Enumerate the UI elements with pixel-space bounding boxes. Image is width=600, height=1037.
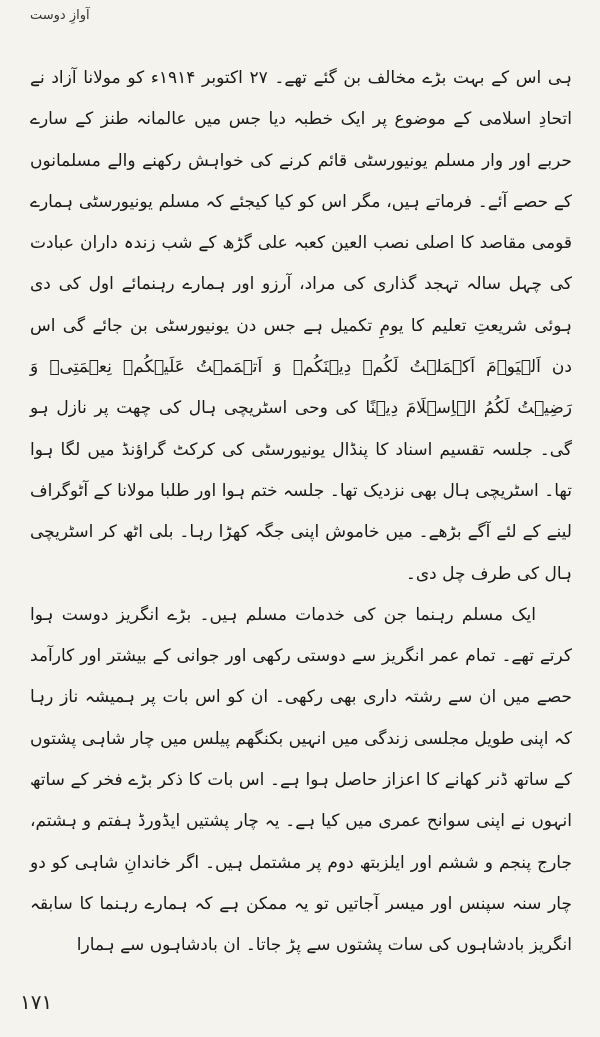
paragraph-1: ہی اس کے بہت بڑے مخالف بن گئے تھے۔ ۲۷ اکتوبر ۱۹۱۴ء کو مولانا آزاد نے اتحادِ اسلامی کے موضوع پر ایک خطبہ دیا جس میں عالمانہ طنز کے سارے حربے اور وار مسلم یونیورسٹی قائم کرنے کی خواہش رکھنے والے مسلمانوں کے حصے آئے۔ فرماتے ہیں، مگر اس کو کیا کیجئے کہ مسلم یونیورسٹی ہمارے قومی مقاصد کا اصلی نصب العین کعبہ علی گڑھ کے شب زندہ داران عبادت کی چہل سالہ تہجد گذاری کی مراد، آرزو اور ہمارے رہنمائے اول کی دی ہوئی شریعتِ تعلیم کا یومِ تکمیل ہے جس دن یونیورسٹی بن جائے گی اس دن اَلۡیَوۡمَ اَکۡمَلۡتُ لَکُمۡ دِیۡنَکُمۡ وَ اَتۡمَمۡتُ عَلَیۡکُمۡ نِعۡمَتِیۡ وَ رَضِیۡتُ لَکُمُ الۡاِسۡلَامَ دِیۡنًا کی وحی اسٹریچی ہال کی چھت پر نازل ہو گی۔ جلسہ تقسیم اسناد کا پنڈال یونیورسٹی کی کرکٹ گراؤنڈ میں لگا ہوا تھا۔ اسٹریچی ہال بھی نزدیک تھا۔ جلسہ ختم ہوا اور طلبا مولانا کے آٹوگراف لینے کے لئے آگے بڑھے۔ میں خاموش اپنی جگہ کھڑا رہا۔ بلی اٹھ کر اسٹریچی ہال کی طرف چل دی۔ <box>30 68 572 584</box>
paragraph-2: ایک مسلم رہنما جن کی خدمات مسلم ہیں۔ بڑے انگریز دوست ہوا کرتے تھے۔ تمام عمر انگریز سے دوستی رکھی اور جوانی کے بیشتر اور کارآمد حصے میں ان سے رشتہ داری بھی رکھی۔ ان کو اس بات پر ہمیشہ ناز رہا کہ اپنی طویل مجلسی زندگی میں انہیں بکنگھم پیلس میں چار شاہی پشتوں کے ساتھ ڈنر کھانے کا اعزاز حاصل ہوا ہے۔ اس بات کا ذکر بڑے فخر کے ساتھ انہوں نے اپنی سوانح عمری میں کیا ہے۔ یہ چار پشتیں ایڈورڈ ہفتم و ہشتم، جارج پنجم و ششم اور ایلزبتھ دوم پر مشتمل ہیں۔ اگر خاندانِ شاہی کو دو چار سنہ سپنس اور میسر آجاتیں تو یہ ممکن ہے کہ ہمارے رہنما کا سابقہ انگریز بادشاہوں کی سات پشتوں سے پڑ جاتا۔ ان بادشاہوں سے ہمارا <box>30 604 572 956</box>
page-number: ۱۷۱ <box>20 990 53 1014</box>
running-header: آوازِ دوست <box>30 8 90 23</box>
body-text <box>30 58 572 967</box>
